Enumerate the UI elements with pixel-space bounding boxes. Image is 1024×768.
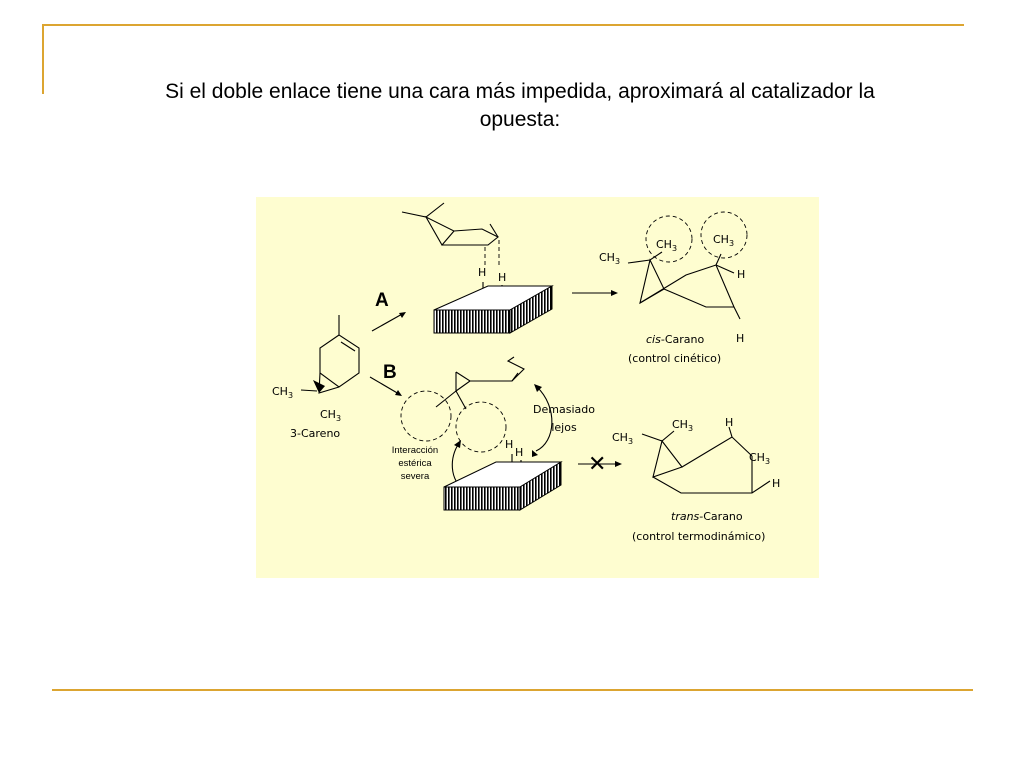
path-a-label: A (375, 290, 389, 311)
reactant-ch3-left: $CH_3$ (272, 385, 294, 400)
reaction-diagram (256, 197, 819, 578)
trans-ch3-a: $CH_3$ (672, 418, 694, 433)
far-note (532, 384, 595, 457)
reactant-ch3: $CH_3$ (320, 408, 342, 423)
trans-ch3-b: $CH_3$ (749, 451, 771, 466)
h-label-b1: H (505, 438, 514, 451)
left-border-line (42, 24, 44, 94)
trans-control: (control termodinámico) (632, 530, 766, 543)
trans-carane-product (612, 416, 780, 543)
cis-ch3-b: $CH_3$ (713, 233, 735, 248)
top-border-line (42, 24, 964, 26)
h-label-a1: H (478, 266, 487, 279)
trans-ch3-c: $CH_3$ (612, 431, 634, 446)
h-label-b2: H (515, 446, 524, 459)
blocked-x-icon: ✕ (588, 452, 607, 477)
cis-carane-product (599, 212, 747, 365)
cis-h2: H (736, 332, 745, 345)
h-label-a2: H (498, 271, 507, 284)
steric-note-line1: Interacción (391, 445, 439, 456)
trans-h1: H (725, 416, 734, 429)
slide-title: Si el doble enlace tiene una cara más impedida, aproximará al catalizador la opuesta: (165, 80, 875, 131)
cis-h1: H (737, 268, 746, 281)
steric-note-line2: estérica (398, 458, 432, 469)
cis-control: (control cinético) (628, 352, 722, 365)
arrow-to-cis (572, 290, 618, 296)
path-a (372, 290, 406, 331)
bottom-border-line (52, 689, 973, 691)
cis-ch3-c: $CH_3$ (599, 251, 621, 266)
path-b-label: B (383, 362, 397, 383)
catalyst-surface-b (444, 462, 561, 510)
top-molecule (402, 203, 506, 297)
cis-ch3-a: $CH_3$ (656, 238, 678, 253)
hydrogenation-figure (256, 197, 819, 578)
reactant-3-carene (272, 315, 359, 440)
path-b (370, 362, 402, 396)
trans-name: trans-Carano (671, 510, 743, 523)
catalyst-surface-a (434, 286, 552, 333)
far-note-line1: Demasiado (533, 403, 595, 416)
steric-note-line3: severa (400, 471, 430, 482)
blocked-arrow (578, 452, 622, 477)
trans-h2: H (772, 477, 781, 490)
far-note-line2: lejos (551, 421, 577, 434)
reactant-name: 3-Careno (290, 427, 341, 440)
cis-name: cis-Carano (646, 333, 705, 346)
